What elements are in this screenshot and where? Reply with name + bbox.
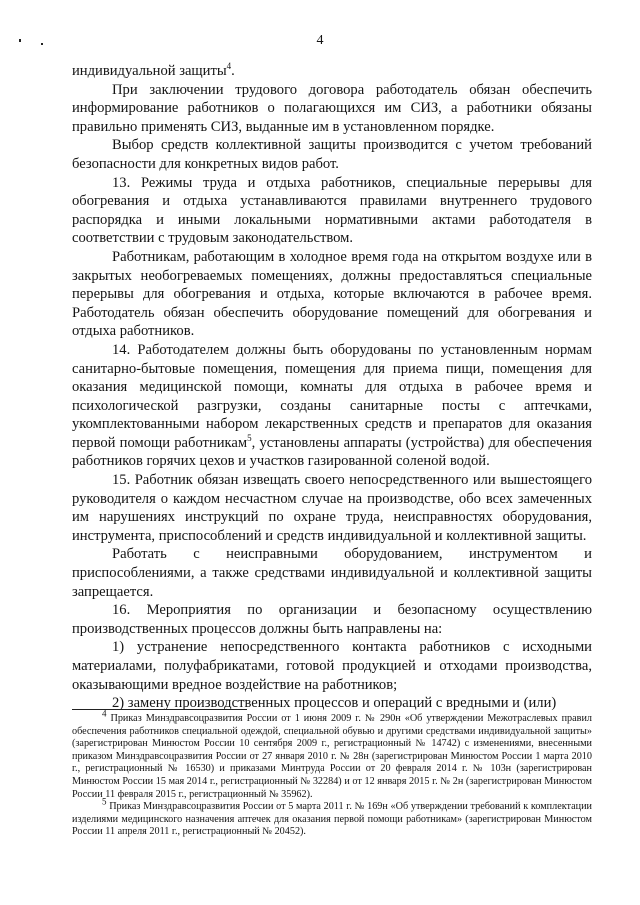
paragraph: 1) устранение непосредственного контакта работников с исходными материалами, полуфабрикатами, готовой продукцией и отходами производства, оказывающими вредное воздействие на работников; (72, 639, 592, 693)
paragraph: 2) замену производственных процессов и операций с вредными и (или) (112, 695, 557, 712)
paragraph: 15. Работник обязан извещать своего непосредственного или вышестоящего руководителя о каждом несчастном случае на производстве, обо всех замеченных им нарушениях инструкций по охране труда, неисправностях оборудования, инструмента, приспособлений и средств индивидуальной и коллективной защиты. (72, 472, 592, 544)
footnote (72, 708, 592, 801)
footnote-text: Приказ Минздравсоцразвития России от 5 марта 2011 г. № 169н «Об утверждении требований к комплектации изделиями медицинского назначения аптечек для оказания первой помощи работникам» (зарегистрирован Минюстом России 11 апреля 2011 г., регистрационный № 20452). (72, 801, 592, 838)
footnote-ref[interactable]: 4 (226, 61, 232, 72)
paragraph-text: индивидуальной защиты (72, 63, 227, 79)
paragraph-text: . (231, 63, 235, 79)
paragraph: Работать с неисправными оборудованием, инструментом и приспособлениями, а также средствами индивидуальной и коллективной защиты запрещается. (72, 546, 592, 600)
paragraph-text: 14. Работодателем должны быть оборудованы по установленным нормам санитарно-бытовые помещения, помещения для приема пищи, помещения для оказания медицинской помощи, комнаты для отдыха в рабочее время и психологической разгрузки, созданы санитарные посты с аптечками, укомплектованными набором лекарственных средств и препаратов для оказания первой помощи работникам (72, 341, 592, 451)
paragraph: 16. Мероприятия по организации и безопасному осуществлению производственных процессов должны быть направлены на: (72, 602, 592, 637)
page-number: 4 (316, 33, 324, 48)
footnote-ref[interactable]: 5 (247, 433, 252, 444)
document-body (72, 62, 592, 713)
paragraph: При заключении трудового договора работодатель обязан обеспечить информирование работников о полагающихся им СИЗ, а работники обязаны правильно применять СИЗ, выданные им в установленном порядке. (72, 81, 592, 135)
footnote-text: Приказ Минздравсоцразвития России от 1 июня 2009 г. № 290н «Об утверждении Межотраслевых правил обеспечения работников специальной одеждой, специальной обувью и другими средствами индивидуальной защиты» (зарегистрирован Минюстом России 10 сентября 2009 г., регистрационный № 14742) с изменениями, внесенными приказом Минздравсоцразвития России от 27 января 2010 г. № 28н (зарегистрирован Минюстом России 1 марта 2010 г., регистрационный № 16530) и приказами Минтруда России от 20 февраля 2014 г. № 103н (зарегистрирован Минюстом России 15 мая 2014 г., регистрационный № 32284) и от 12 января 2015 г. № 2н (зарегистрирован Минюстом России 11 февраля 2015 г., регистрационный № 35962). (72, 713, 592, 800)
footnote-divider (72, 709, 247, 710)
paragraph: 13. Режимы труда и отдыха работников, специальные перерывы для обогревания и отдыха устанавливаются правилами внутреннего трудового распорядка и иными локальными нормативными актами работодателя в соответствии с трудовым законодательством. (72, 174, 592, 247)
footnotes (72, 708, 592, 839)
paragraph: Выбор средств коллективной защиты производится с учетом требований безопасности для конкретных видов работ. (72, 137, 592, 172)
paragraph (72, 62, 592, 81)
paragraph (72, 341, 592, 471)
paragraph: Работникам, работающим в холодное время года на открытом воздухе или в закрытых необогреваемых помещениях, должны предоставляться специальные перерывы для обогревания и отдыха, которые включаются в рабочее время. Работодатель обязан обеспечить оборудование помещений для обогревания и отдыха работников. (72, 248, 592, 340)
footnote-mark: 4 (102, 708, 107, 719)
footnote-mark: 5 (102, 796, 107, 807)
footnote (72, 796, 592, 839)
paragraph-text: , установлены аппараты (устройства) для обеспечения работников горячих цехов и участков газированной соленой водой. (72, 434, 593, 470)
